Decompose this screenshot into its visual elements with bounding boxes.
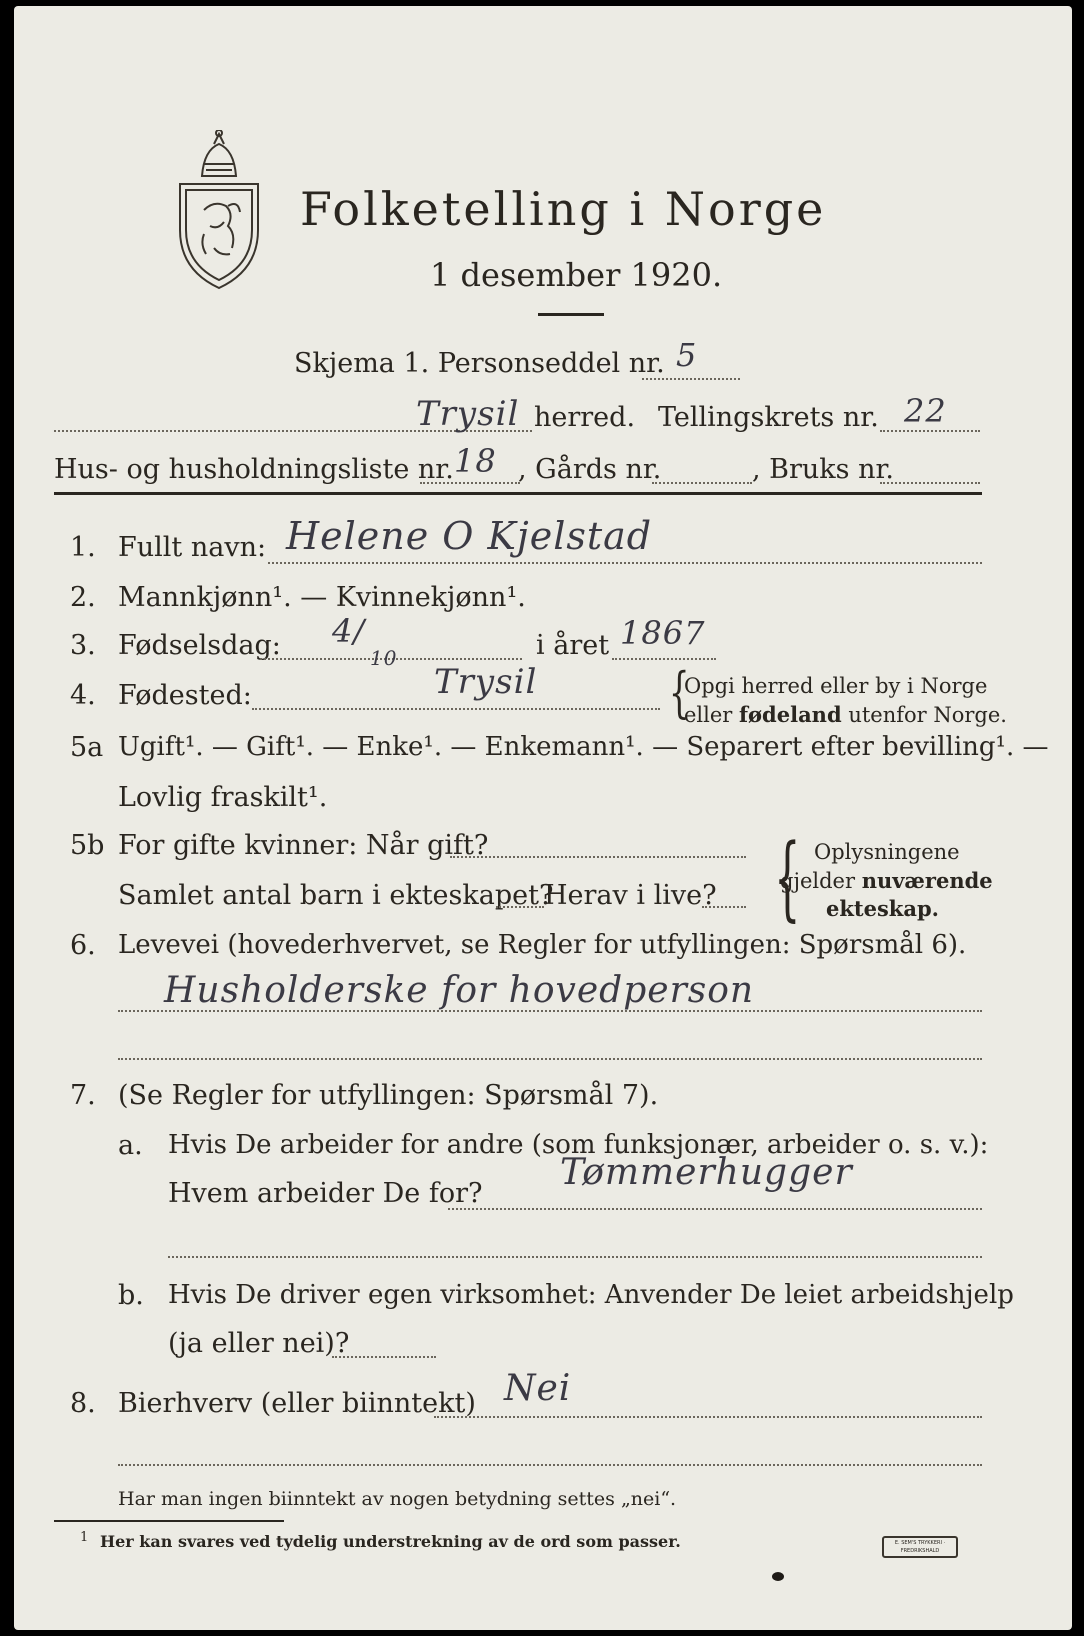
q8-label: Bierhverv (eller biinntekt) [118, 1388, 476, 1419]
q6-line-1 [118, 1010, 982, 1012]
gards-label: , Gårds nr. [518, 454, 662, 485]
tellingskrets-line [880, 430, 980, 432]
q6-label: Levevei (hovederhvervet, se Regler for utfyllingen: Spørsmål 6). [118, 930, 967, 960]
q1-full-name-value: Helene O Kjelstad [286, 514, 653, 558]
q5b-note-1: Oplysningene [814, 840, 960, 864]
q4-note-2a: eller [684, 703, 740, 727]
q8-line-2 [118, 1464, 982, 1466]
husholdningsliste-value: 18 [454, 442, 497, 480]
q7b-line [332, 1356, 436, 1358]
q5b-children-line [496, 906, 544, 908]
q5b-label-1: For gifte kvinner: Når gift? [118, 830, 489, 861]
bruks-label: , Bruks nr. [752, 454, 895, 485]
q1-number: 1. [70, 532, 96, 563]
q6-number: 6. [70, 930, 96, 961]
q4-note-line-1: Opgi herred eller by i Norge [684, 674, 988, 698]
q4-note-2b: fødeland [739, 702, 842, 727]
q4-number: 4. [70, 680, 96, 711]
q7-label: (Se Regler for utfyllingen: Spørsmål 7). [118, 1080, 659, 1111]
tellingskrets-label: Tellingskrets nr. [658, 402, 879, 433]
printer-stamp-text: E. SEM'S TRYKKERI · FREDRIKSHALD [894, 1540, 946, 1554]
q5a-label: Ugift¹. — Gift¹. — Enke¹. — Enkemann¹. — Separert efter bevilling¹. — [118, 732, 1049, 762]
q7b-label-2: (ja eller nei)? [168, 1328, 350, 1359]
q3-label: Fødselsdag: [118, 630, 281, 661]
census-form-page [14, 6, 1072, 1630]
q8-number: 8. [70, 1388, 96, 1419]
q2-number: 2. [70, 582, 96, 613]
q5b-number: 5b [70, 830, 105, 861]
q3-number: 3. [70, 630, 96, 661]
header-divider [54, 492, 982, 495]
q4-note-brace: { [668, 661, 690, 724]
q5b-married-line [450, 856, 746, 858]
q7a-line-1 [448, 1208, 982, 1210]
q7b-letter: b. [118, 1280, 144, 1311]
q5b-note-2a: gjelder [780, 869, 862, 893]
q7-number: 7. [70, 1080, 96, 1111]
q5b-note-brace: { [774, 824, 801, 931]
q5b-label-3: Herav i live? [544, 880, 717, 911]
q7a-employer-value: Tømmerhugger [560, 1152, 853, 1193]
personseddel-nr-line [642, 378, 740, 380]
q3-year-value: 1867 [620, 614, 706, 652]
husholdningsliste-label: Hus- og husholdningsliste nr. [54, 454, 454, 485]
husholdningsliste-line [420, 482, 520, 484]
form-date: 1 desember 1920. [430, 256, 723, 294]
q7a-label-2: Hvem arbeider De for? [168, 1178, 483, 1209]
q4-line [252, 708, 660, 710]
printer-stamp [882, 1536, 958, 1558]
q5b-label-2: Samlet antal barn i ekteskapet? [118, 880, 554, 911]
gards-line [652, 482, 752, 484]
q3-year-label: i året [536, 630, 610, 661]
form-title: Folketelling i Norge [300, 182, 827, 236]
q7b-label: Hvis De driver egen virksomhet: Anvender De leiet arbeidshjelp [168, 1280, 1014, 1310]
footnote-mark: 1 [80, 1530, 89, 1545]
q7a-letter: a. [118, 1130, 143, 1161]
q7a-label: Hvis De arbeider for andre (som funksjonær, arbeider o. s. v.): [168, 1130, 989, 1160]
q5a-number: 5a [70, 732, 104, 763]
q4-note-line-2 [684, 702, 1007, 727]
title-divider [538, 313, 604, 316]
q5b-alive-line [702, 906, 746, 908]
q2-label: Mannkjønn¹. — Kvinnekjønn¹. [118, 582, 526, 613]
footnote-rule [54, 1520, 284, 1522]
herred-value: Trysil [416, 394, 520, 434]
footer-note: Har man ingen biinntekt av nogen betydning settes „nei“. [118, 1488, 677, 1510]
q4-birthplace-value: Trysil [434, 662, 538, 702]
q1-label: Fullt navn: [118, 532, 267, 563]
tellingskrets-value: 22 [904, 392, 947, 430]
q5b-note-2b: nuværende [861, 868, 993, 893]
q5a-label-2: Lovlig fraskilt¹. [118, 782, 328, 813]
personseddel-nr-value: 5 [676, 336, 698, 374]
q1-line [268, 562, 982, 564]
skjema-label: Skjema 1. Personseddel nr. [294, 348, 665, 379]
q8-line-1 [434, 1416, 982, 1418]
herred-label: herred. [534, 402, 636, 433]
q3-birthday-day: 4/ [332, 612, 366, 650]
q5b-note-2 [780, 868, 993, 893]
q3-birthday-month: 10 [370, 646, 398, 670]
q3-year-line [612, 658, 716, 660]
q4-label: Fødested: [118, 680, 252, 711]
q6-occupation-value: Husholderske for hovedperson [164, 970, 755, 1011]
bruks-line [880, 482, 980, 484]
coat-of-arms-icon [174, 130, 264, 292]
ink-blot [772, 1572, 784, 1581]
q4-note-2c: utenfor Norge. [841, 703, 1007, 727]
q8-side-income-value: Nei [504, 1368, 572, 1409]
footnote-text: Her kan svares ved tydelig understrekning av de ord som passer. [100, 1532, 681, 1551]
q5b-note-3: ekteskap. [826, 896, 939, 921]
q6-line-2 [118, 1058, 982, 1060]
q7a-line-2 [168, 1256, 982, 1258]
